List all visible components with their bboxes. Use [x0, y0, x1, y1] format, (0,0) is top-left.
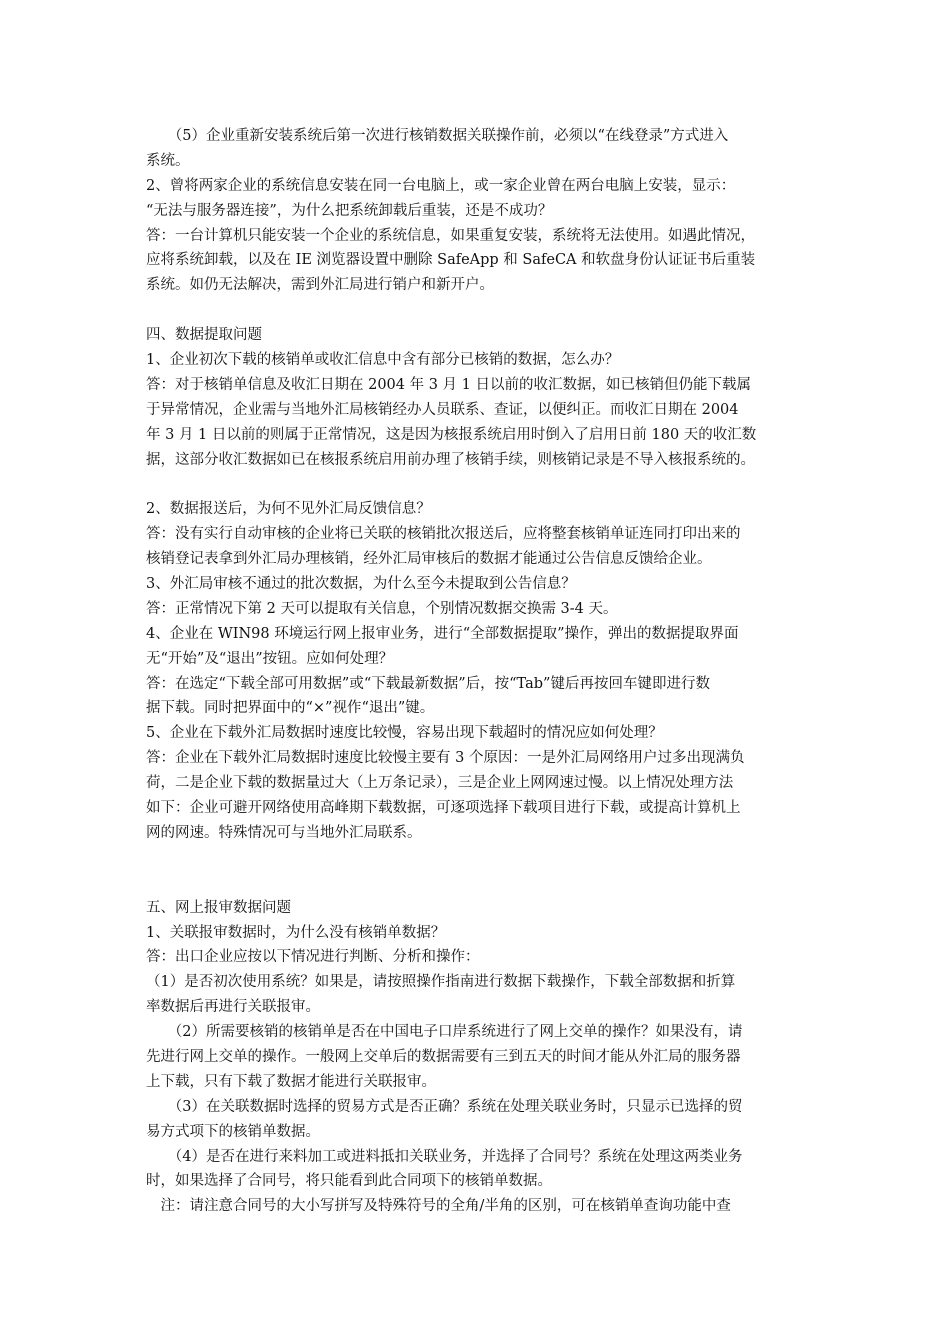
section-5: [146, 896, 806, 1220]
question-line: 4、企业在 WIN98 环境运行网上报审业务，进行“全部数据提取”操作，弹出的数据提取界面: [146, 625, 739, 642]
answer-line: 答：对于核销单信息及收汇日期在 2004 年 3 月 1 日以前的收汇数据，如已核销但仍能下载属: [146, 376, 752, 393]
answer-line: 据，这部分收汇数据如已在核报系统启用前办理了核销手续，则核销记录是不导入核报系统的。: [146, 451, 755, 468]
question-line: 1、企业初次下载的核销单或收汇信息中含有部分已核销的数据，怎么办？: [146, 352, 620, 369]
answer-line: 答：出口企业应按以下情况进行判断、分析和操作：: [146, 949, 480, 966]
list-item-line: （3）在关联数据时选择的贸易方式是否正确？系统在处理关联业务时，只显示已选择的贸: [146, 1098, 743, 1115]
note-line: 注：请注意合同号的大小写拼写及特殊符号的全角/半角的区别，可在核销单查询功能中查: [146, 1198, 731, 1215]
answer-line: 答：企业在下载外汇局数据时速度比较慢主要有 3 个原因：一是外汇局网络用户过多出现满负: [146, 750, 745, 767]
section-heading: 四、数据提取问题: [146, 327, 262, 344]
answer-line: 答：一台计算机只能安装一个企业的系统信息，如果重复安装，系统将无法使用。如遇此情况，: [146, 227, 755, 244]
list-item-line: 上下载，只有下载了数据才能进行关联报审。: [146, 1073, 436, 1090]
question-line: 2、数据报送后，为何不见外汇局反馈信息？: [146, 501, 431, 518]
blank-lines: [146, 846, 806, 896]
question-line: 无“开始”及“退出”按钮。应如何处理？: [146, 650, 394, 667]
paragraph-line: （5）企业重新安装系统后第一次进行核销数据关联操作前，必须以“在线登录”方式进入: [146, 128, 729, 144]
answer-line: 荷，二是企业下载的数据量过大（上万条记录），三是企业上网网速过慢。以上情况处理方法: [146, 775, 734, 792]
list-item-line: （4）是否在进行来料加工或进料抵扣关联业务，并选择了合同号？系统在处理这两类业务: [146, 1148, 743, 1165]
list-item-line: 易方式项下的核销单数据。: [146, 1123, 320, 1140]
question-line: 1、关联报审数据时，为什么没有核销单数据？: [146, 924, 446, 941]
answer-line: 答：正常情况下第 2 天可以提取有关信息，个别情况数据交换需 3-4 天。: [146, 600, 618, 617]
section-4-part-1: [146, 323, 806, 472]
question-line: 3、外汇局审核不通过的批次数据，为什么至今未提取到公告信息？: [146, 576, 576, 593]
section-heading: 五、网上报审数据问题: [146, 899, 291, 916]
list-item-line: 率数据后再进行关联报审。: [146, 999, 320, 1016]
answer-line: 据下载。同时把界面中的“×”视作“退出”键。: [146, 700, 435, 717]
question-line: 5、企业在下载外汇局数据时速度比较慢，容易出现下载超时的情况应如何处理？: [146, 725, 663, 742]
list-item-line: 时，如果选择了合同号，将只能看到此合同项下的核销单数据。: [146, 1173, 552, 1190]
answer-line: 如下：企业可避开网络使用高峰期下载数据，可逐项选择下载项目进行下载，或提高计算机上: [146, 800, 741, 817]
answer-line: 系统。如仍无法解决，需到外汇局进行销户和新开户。: [146, 277, 494, 294]
paragraph-line: 系统。: [146, 152, 190, 169]
blank-line: [146, 298, 806, 323]
question-line: “无法与服务器连接”，为什么把系统卸载后重装，还是不成功？: [146, 202, 553, 219]
answer-line: 核销登记表拿到外汇局办理核销，经外汇局审核后的数据才能通过公告信息反馈给企业。: [146, 551, 712, 568]
section-3-continued: [146, 124, 806, 298]
list-item-line: （1）是否初次使用系统？如果是，请按照操作指南进行数据下载操作，下载全部数据和折算: [146, 974, 736, 991]
answer-line: 答：在选定“下载全部可用数据”或“下载最新数据”后，按“Tab”键后再按回车键即进行数: [146, 675, 710, 692]
answer-line: 网的网速。特殊情况可与当地外汇局联系。: [146, 824, 422, 841]
answer-line: 于异常情况，企业需与当地外汇局核销经办人员联系、查证，以便纠正。而收汇日期在 2004: [146, 401, 739, 418]
list-item-line: （2）所需要核销的核销单是否在中国电子口岸系统进行了网上交单的操作？如果没有，请: [146, 1024, 743, 1041]
document-page: [146, 124, 806, 1219]
list-item-line: 先进行网上交单的操作。一般网上交单后的数据需要有三到五天的时间才能从外汇局的服务器: [146, 1048, 741, 1065]
section-4-part-2: [146, 497, 806, 845]
question-line: 2、曾将两家企业的系统信息安装在同一台电脑上，或一家企业曾在两台电脑上安装，显示：: [146, 177, 736, 194]
blank-line: [146, 472, 806, 497]
answer-line: 年 3 月 1 日以前的则属于正常情况，这是因为核报系统启用时倒入了启用日前 180 天的收汇数: [146, 426, 757, 443]
answer-line: 应将系统卸载，以及在 IE 浏览器设置中删除 SafeApp 和 SafeCA 和软盘身份认证证书后重装: [146, 252, 756, 269]
answer-line: 答：没有实行自动审核的企业将已关联的核销批次报送后，应将整套核销单证连同打印出来的: [146, 526, 741, 543]
